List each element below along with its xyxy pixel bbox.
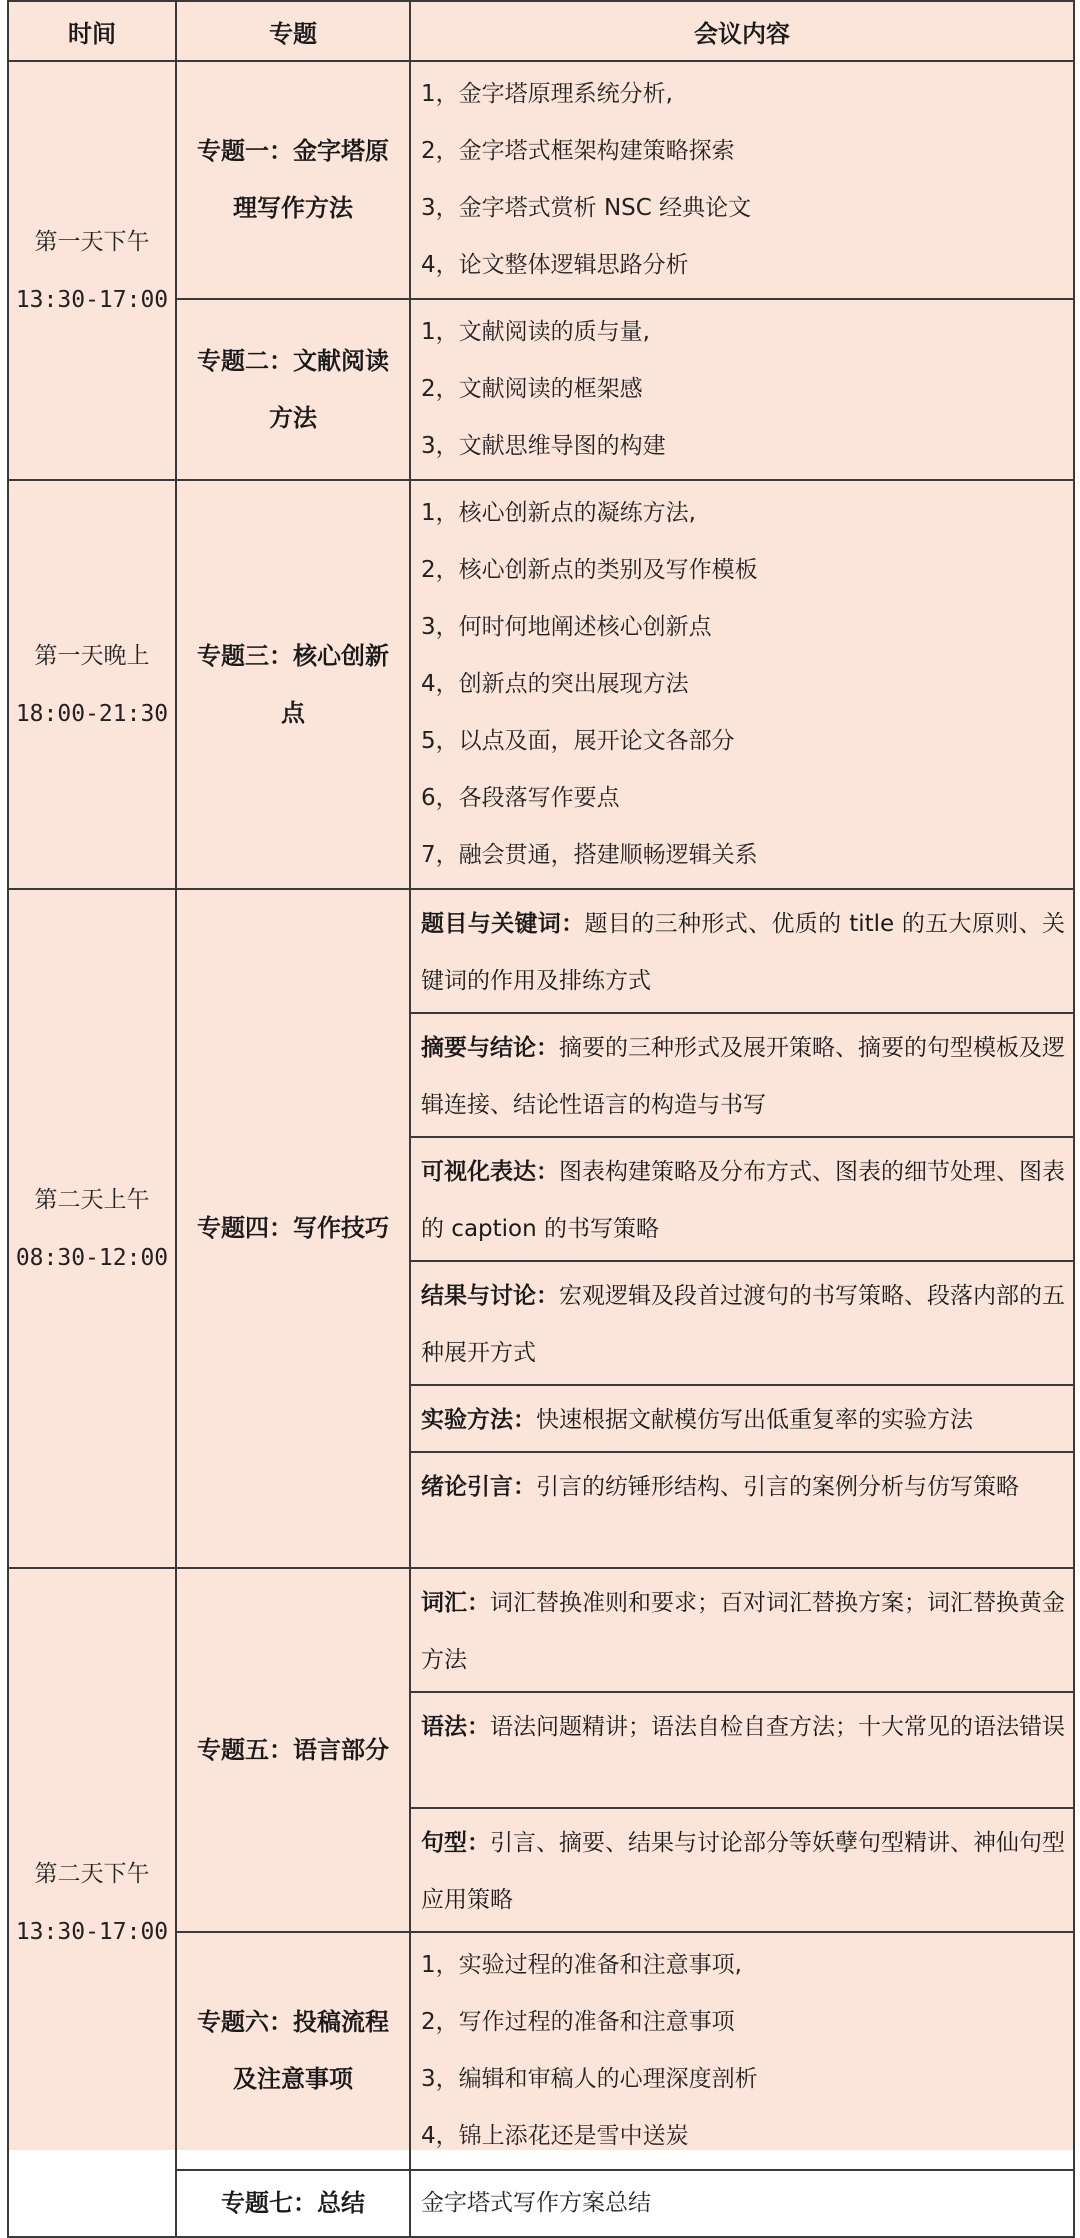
- sub-text: 题目的三种形式、优质的 title 的五大原则、关键词的作用及排练方式: [421, 911, 1066, 994]
- sub-item: [410, 1261, 1074, 1385]
- header-time: 时间: [8, 1, 176, 61]
- time-range: 13:30-17:00: [15, 1918, 169, 1945]
- sub-item: [410, 1013, 1074, 1137]
- topic-title: 专题六：投稿流程及注意事项: [176, 1932, 410, 2170]
- sub-text: 摘要的三种形式及展开策略、摘要的句型模板及逻辑连接、结论性语言的构造与书写: [421, 1035, 1065, 1118]
- sub-text: 快速根据文献模仿写出低重复率的实验方法: [536, 1407, 973, 1433]
- time-day: 第二天上午: [34, 1186, 150, 1213]
- sub-text: 引言的纺锤形结构、引言的案例分析与仿写策略: [536, 1474, 1019, 1500]
- time-day: 第一天晚上: [34, 642, 150, 669]
- sub-label: 词汇：: [421, 1590, 490, 1616]
- session-row: [8, 61, 1074, 299]
- time-day: 第二天下午: [34, 1860, 150, 1887]
- list-item: 2，文献阅读的框架感: [421, 376, 643, 402]
- list-item: 6，各段落写作要点: [421, 785, 620, 811]
- sub-text: 引言、摘要、结果与讨论部分等妖孽句型精讲、神仙句型应用策略: [421, 1830, 1065, 1913]
- sub-row: [8, 1568, 1074, 1692]
- topic-content: [410, 61, 1074, 299]
- session-time: [8, 1568, 176, 2237]
- sub-label: 可视化表达：: [421, 1159, 559, 1185]
- sub-text: 词汇替换准则和要求；百对词汇替换方案；词汇替换黄金方法: [421, 1590, 1065, 1673]
- topic-content: [410, 2170, 1074, 2237]
- list-item: 3，何时何地阐述核心创新点: [421, 614, 712, 640]
- agenda-sheet: [7, 0, 1073, 2217]
- session-time: [8, 61, 176, 480]
- sub-item: [410, 1385, 1074, 1452]
- topic-content: [410, 299, 1074, 480]
- sub-item: [410, 1568, 1074, 1692]
- list-item: 2，写作过程的准备和注意事项: [421, 2009, 735, 2035]
- list-item: 4，创新点的突出展现方法: [421, 671, 689, 697]
- sub-label: 结果与讨论：: [421, 1283, 559, 1309]
- list-item: 1，文献阅读的质与量,: [421, 319, 650, 345]
- header-topic: 专题: [176, 1, 410, 61]
- topic-title: 专题三：核心创新点: [176, 480, 410, 889]
- sub-label: 摘要与结论：: [421, 1035, 559, 1061]
- topic-title: 专题五：语言部分: [176, 1568, 410, 1932]
- sub-text: 图表构建策略及分布方式、图表的细节处理、图表的 caption 的书写策略: [421, 1159, 1065, 1242]
- topic-title: 专题二：文献阅读方法: [176, 299, 410, 480]
- list-item: 4，锦上添花还是雪中送炭: [421, 2123, 689, 2149]
- sub-label: 句型：: [421, 1830, 490, 1856]
- list-item: 2，核心创新点的类别及写作模板: [421, 557, 758, 583]
- sub-item: [410, 1692, 1074, 1808]
- header-row: [8, 1, 1074, 61]
- topic-title: 专题七：总结: [176, 2170, 410, 2237]
- list-item: 3，文献思维导图的构建: [421, 433, 666, 459]
- session-time: [8, 480, 176, 889]
- list-item: 1，金字塔原理系统分析,: [421, 81, 673, 107]
- list-item: 5，以点及面，展开论文各部分: [421, 728, 735, 754]
- sub-item: [410, 1808, 1074, 1932]
- sub-item: [410, 1452, 1074, 1568]
- list-item: 3，编辑和审稿人的心理深度剖析: [421, 2066, 758, 2092]
- sub-label: 绪论引言：: [421, 1474, 536, 1500]
- header-content: 会议内容: [410, 1, 1074, 61]
- sub-text: 宏观逻辑及段首过渡句的书写策略、段落内部的五种展开方式: [421, 1283, 1065, 1366]
- time-range: 13:30-17:00: [15, 286, 169, 313]
- list-item: 3，金字塔式赏析 NSC 经典论文: [421, 195, 752, 221]
- sub-text: 语法问题精讲；语法自检自查方法；十大常见的语法错误: [490, 1714, 1065, 1740]
- sub-label: 语法：: [421, 1714, 490, 1740]
- sub-item: [410, 889, 1074, 1013]
- topic-title: 专题四：写作技巧: [176, 889, 410, 1568]
- list-item: 金字塔式写作方案总结: [421, 2190, 651, 2216]
- time-range: 08:30-12:00: [15, 1244, 169, 1271]
- topic-content: [410, 480, 1074, 889]
- topic-content: [410, 1932, 1074, 2170]
- sub-label: 题目与关键词：: [421, 911, 585, 937]
- time-day: 第一天下午: [34, 228, 150, 255]
- list-item: 1，核心创新点的凝练方法,: [421, 500, 696, 526]
- sub-label: 实验方法：: [421, 1407, 536, 1433]
- list-item: 1，实验过程的准备和注意事项,: [421, 1952, 742, 1978]
- time-range: 18:00-21:30: [15, 700, 169, 727]
- agenda-table: [7, 0, 1075, 2238]
- session-time: [8, 889, 176, 1568]
- list-item: 2，金字塔式框架构建策略探索: [421, 138, 735, 164]
- list-item: 7，融会贯通，搭建顺畅逻辑关系: [421, 842, 758, 868]
- session-row: [8, 480, 1074, 889]
- sub-item: [410, 1137, 1074, 1261]
- topic-title: 专题一：金字塔原理写作方法: [176, 61, 410, 299]
- list-item: 4，论文整体逻辑思路分析: [421, 252, 689, 278]
- sub-row: [8, 889, 1074, 1013]
